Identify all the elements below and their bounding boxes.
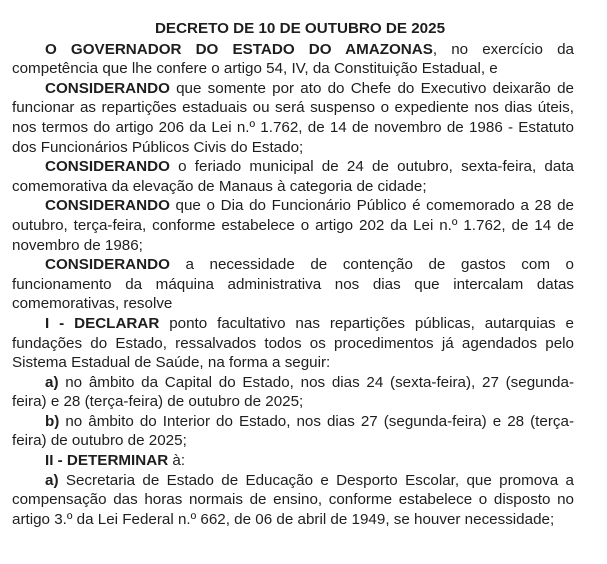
article-i-label: I - DECLARAR (45, 314, 160, 332)
considerando-paragraph-1 (12, 79, 574, 157)
item-label: a) (45, 373, 59, 391)
considerando-paragraph-2 (12, 157, 574, 196)
item-text: no âmbito da Capital do Estado, nos dias 24 (sexta-feira), 27 (segunda-feira) e 28 (terça-feira) de outubro de 2025; (12, 373, 574, 411)
item-label: b) (45, 412, 60, 430)
preamble-text: , no exercício da competência que lhe confere o artigo 54, IV, da Constituição Estadual, e (12, 40, 574, 78)
preamble-paragraph (12, 40, 574, 79)
article-i-text: ponto facultativo nas repartições públicas, autarquias e fundações do Estado, ressalvados todos os procedimentos já agendados pelo Sistema Estadual de Saúde, na forma a seguir: (12, 314, 574, 372)
item-text: Secretaria de Estado de Educação e Desporto Escolar, que promova a compensação das horas normais de ensino, conforme estabelece o disposto no artigo 3.º da Lei Federal n.º 662, de 06 de abril de 1949, se houver necessidade; (12, 471, 574, 528)
considerando-paragraph-4 (12, 255, 574, 314)
article-ii-label: II - DETERMINAR (45, 452, 169, 470)
article-i-item-b (12, 412, 574, 451)
article-ii-paragraph (12, 451, 574, 471)
decree-title: DECRETO DE 10 DE OUTUBRO DE 2025 (154, 20, 446, 37)
item-text: no âmbito do Interior do Estado, nos dias 27 (segunda-feira) e 28 (terça-feira) de outubro de 2025; (12, 412, 574, 450)
item-label: a) (45, 471, 59, 489)
considerando-label: CONSIDERANDO (45, 79, 170, 97)
article-ii-item-a (12, 471, 574, 530)
considerando-text: que o Dia do Funcionário Público é comemorado a 28 de outubro, terça-feira, conforme estabelece o artigo 202 da Lei n.º 1.762, de 14 de novembro de 1986; (12, 197, 574, 254)
considerando-label: CONSIDERANDO (45, 158, 170, 176)
preamble-bold: O GOVERNADOR DO ESTADO DO AMAZONAS (45, 40, 433, 58)
article-i-item-a (12, 373, 574, 412)
considerando-text: a necessidade de contenção de gastos com o funcionamento da máquina administrativa nos dias que intercalam datas comemorativas, resolve (12, 256, 574, 313)
considerando-paragraph-3 (12, 196, 574, 255)
considerando-label: CONSIDERANDO (45, 197, 170, 215)
considerando-label: CONSIDERANDO (45, 256, 170, 274)
page-margin (601, 0, 607, 564)
decree-text (12, 19, 574, 529)
article-ii-text: à: (168, 452, 186, 470)
considerando-text: o feriado municipal de 24 de outubro, sexta-feira, data comemorativa da elevação de Manaus à categoria de cidade; (12, 158, 574, 195)
article-i-paragraph (12, 314, 574, 373)
considerando-text: que somente por ato do Chefe do Executivo deixarão de funcionar as repartições estaduais ou será suspenso o expediente nos dias úteis, nos termos do artigo 206 da Lei n.º 1.762, de 14 de novembro de 1986 - Estatuto dos Funcionários Públicos Civis do Estado; (12, 79, 574, 156)
